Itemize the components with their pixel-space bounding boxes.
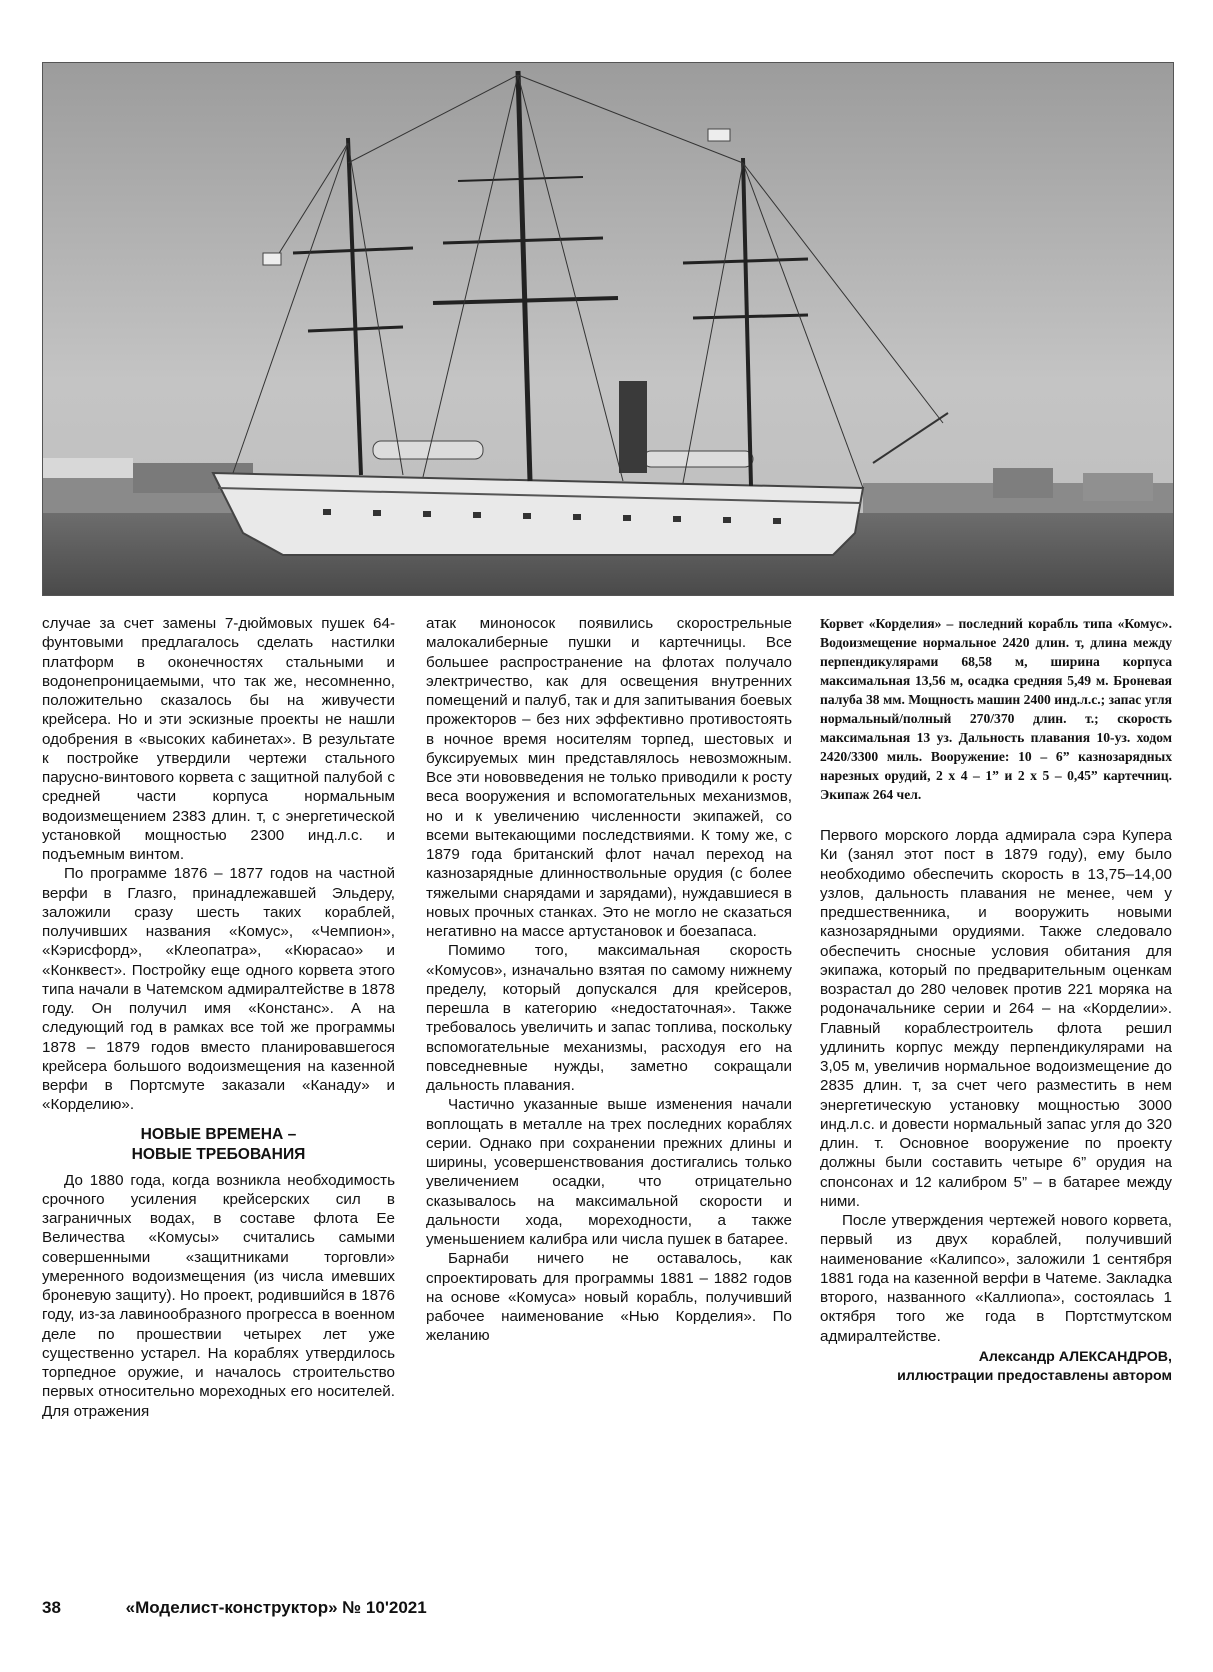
author-name: Александр АЛЕКСАНДРОВ,	[978, 1348, 1172, 1365]
text-column-2	[426, 614, 792, 1346]
page-footer	[42, 1598, 487, 1618]
illustration-credit: иллюстрации предоставлены автором	[897, 1367, 1172, 1384]
paragraph: Помимо того, максимальная скорость «Комусов», изначально взятая по самому нижнему пределу, который допускался для крейсеров, перешла в категорию «недостаточная». Также требовалось увеличить и запас топлива, поскольку вспомогательные механизмы, расходуя его на повседневные нужды, заметно сокращали дальность плавания.	[426, 942, 792, 1094]
paragraph: После утверждения чертежей нового корвета, первый из двух кораблей, получивший наименование «Калипсо», заложили 1 сентября 1881 года на казенной верфи в Чатеме. Закладка второго, названного «Каллиопа», состоялась 1 октября того же года в Портстмутском адмиралтействе.	[820, 1212, 1172, 1345]
caption-text: Корвет «Корделия» – последний корабль типа «Комус». Водоизмещение нормальное 2420 длин. т, длина между перпендикулярами 68,58 м, ширина корпуса максимальная 13,56 м, осадка средняя 5,49 м. Броневая палуба 38 мм. Мощность машин 2400 инд.л.с.; запас угля нормальный/полный 270/370 длин. т.; скорость максимальная 13 уз. Дальность плавания 10-уз. ходом 2420/3300 миль. Вооружение: 10 – 6” казнозарядных нарезных орудий, 2 х 4 – 1” и 2 х 5 – 0,45” картечниц. Экипаж 264 чел.	[820, 616, 1172, 802]
text-column-3	[820, 614, 1172, 1386]
photo-caption	[820, 614, 1172, 804]
text-column-1	[42, 614, 395, 1421]
paragraph: До 1880 года, когда возникла необходимость срочного усиления крейсерских сил в заграничных водах, в составе флота Ее Величества «Комусы» считались самыми совершенными «защитниками торговли» умеренного водоизмещения (из числа имевших броневую защиту). Но проект, родившийся в 1876 году, из-за лавинообразного прогресса в военном деле по прошествии четырех лет уже существенно устарел. На кораблях утвердилось торпедное оружие, и началось строительство первых относительно мореходных его носителей. Для отражения	[42, 1171, 395, 1420]
paragraph: случае за счет замены 7-дюймовых пушек 64-фунтовыми предлагалось сделать настилки платформ в оконечностях стальными и водонепроницаемыми, что так же, несомненно, положительно сказалось бы на живучести крейсера. Но и эти эскизные проекты не нашли одобрения в «высоких кабинетах». В результате к постройке утвердили чертежи стального парусно-винтового корвета с защитной палубой с средней части корпуса нормальным водоизмещением 2383 длин. т, с энергетической установкой мощностью 2300 инд.л.с. и подъемным винтом.	[42, 615, 395, 863]
page-number: 38	[42, 1598, 61, 1617]
paragraph: Барнаби ничего не оставалось, как спроектировать для программы 1881 – 1882 годов на основе «Комуса» новый корабль, получивший рабочее наименование «Нью Корделия». По желанию	[426, 1250, 792, 1345]
author-signature	[820, 1348, 1172, 1386]
heading-line-2: НОВЫЕ ТРЕБОВАНИЯ	[131, 1145, 306, 1163]
paragraph: Первого морского лорда адмирала сэра Купера Ки (занял этот пост в 1879 году), ему было необходимо обеспечить скорость в 13,75–14,00 узлов, дальность плавания не менее, чем у предшественника, и вооружить новыми казнозарядными орудиями. Также следовало обеспечить сносные условия обитания для экипажа, который по предварительным оценкам возрастал до 280 человек против 221 моряка на родоначальнике серии и 264 – на «Корделии». Главный кораблестроитель флота решил удлинить корпус между перпендикулярами на 3,05 м, увеличив нормальное водоизмещение до 2835 длин. т, за счет чего разместить в нем энергетическую установку мощностью 3000 инд.л.с. и довести нормальный запас угля до 320 длин. т. Основное вооружение по проекту должны были составить четыре 6” орудия на спонсонах и 12 калибром 5” – в батарее между ними.	[820, 827, 1172, 1210]
magazine-title: «Моделист-конструктор» № 10'2021	[125, 1598, 427, 1617]
paragraph: атак миноносок появились скорострельные малокалиберные пушки и картечницы. Все большее распространение на флотах получало электричество, как для освещения внутренних помещений и палуб, так и для запитывания боевых прожекторов – без них эффективно противостоять в ночное время носителям торпед, шестовых и буксируемых мин представлялось невозможным. Все эти нововведения не только приводили к росту веса вооружения и вспомогательных механизмов, но и к увеличению численности экипажей, со всеми вытекающими последствиями. К тому же, с 1879 года британский флот начал переход на казнозарядные длинноствольные орудия (с более тяжелыми снарядами и зарядами), нуждавшиеся в новых прочных станках. Это не могло не сказаться негативно на массе артустановок и боезапаса.	[426, 615, 792, 940]
section-heading	[42, 1125, 395, 1165]
ship-photo	[42, 62, 1174, 596]
heading-line-1: НОВЫЕ ВРЕМЕНА –	[140, 1125, 297, 1143]
sailing-corvette-photo	[43, 63, 1173, 595]
paragraph: По программе 1876 – 1877 годов на частной верфи в Глазго, принадлежавшей Эльдеру, заложили сразу шесть таких кораблей, получивших названия «Комус», «Чемпион», «Кэрисфорд», «Клеопатра», «Кюрасао» и «Конквест». Постройку еще одного корвета этого типа начали в Чатемском адмиралтействе в 1878 году. Он получил имя «Констанс». А на следующий год в рамках все той же программы 1878 – 1879 годов вместо планировавшегося крейсера большого водоизмещения на казенной верфи в Портсмуте заказали «Канаду» и «Корделию».	[42, 865, 395, 1114]
paragraph: Частично указанные выше изменения начали воплощать в металле на трех последних кораблях серии. Однако при сохранении прежних длины и ширины, усовершенствования достигались только увеличением осадки, что отрицательно сказывалось на максимальной скорости и дальности хода, мореходности, а также уменьшением калибра или числа пушек в батарее.	[426, 1096, 792, 1248]
